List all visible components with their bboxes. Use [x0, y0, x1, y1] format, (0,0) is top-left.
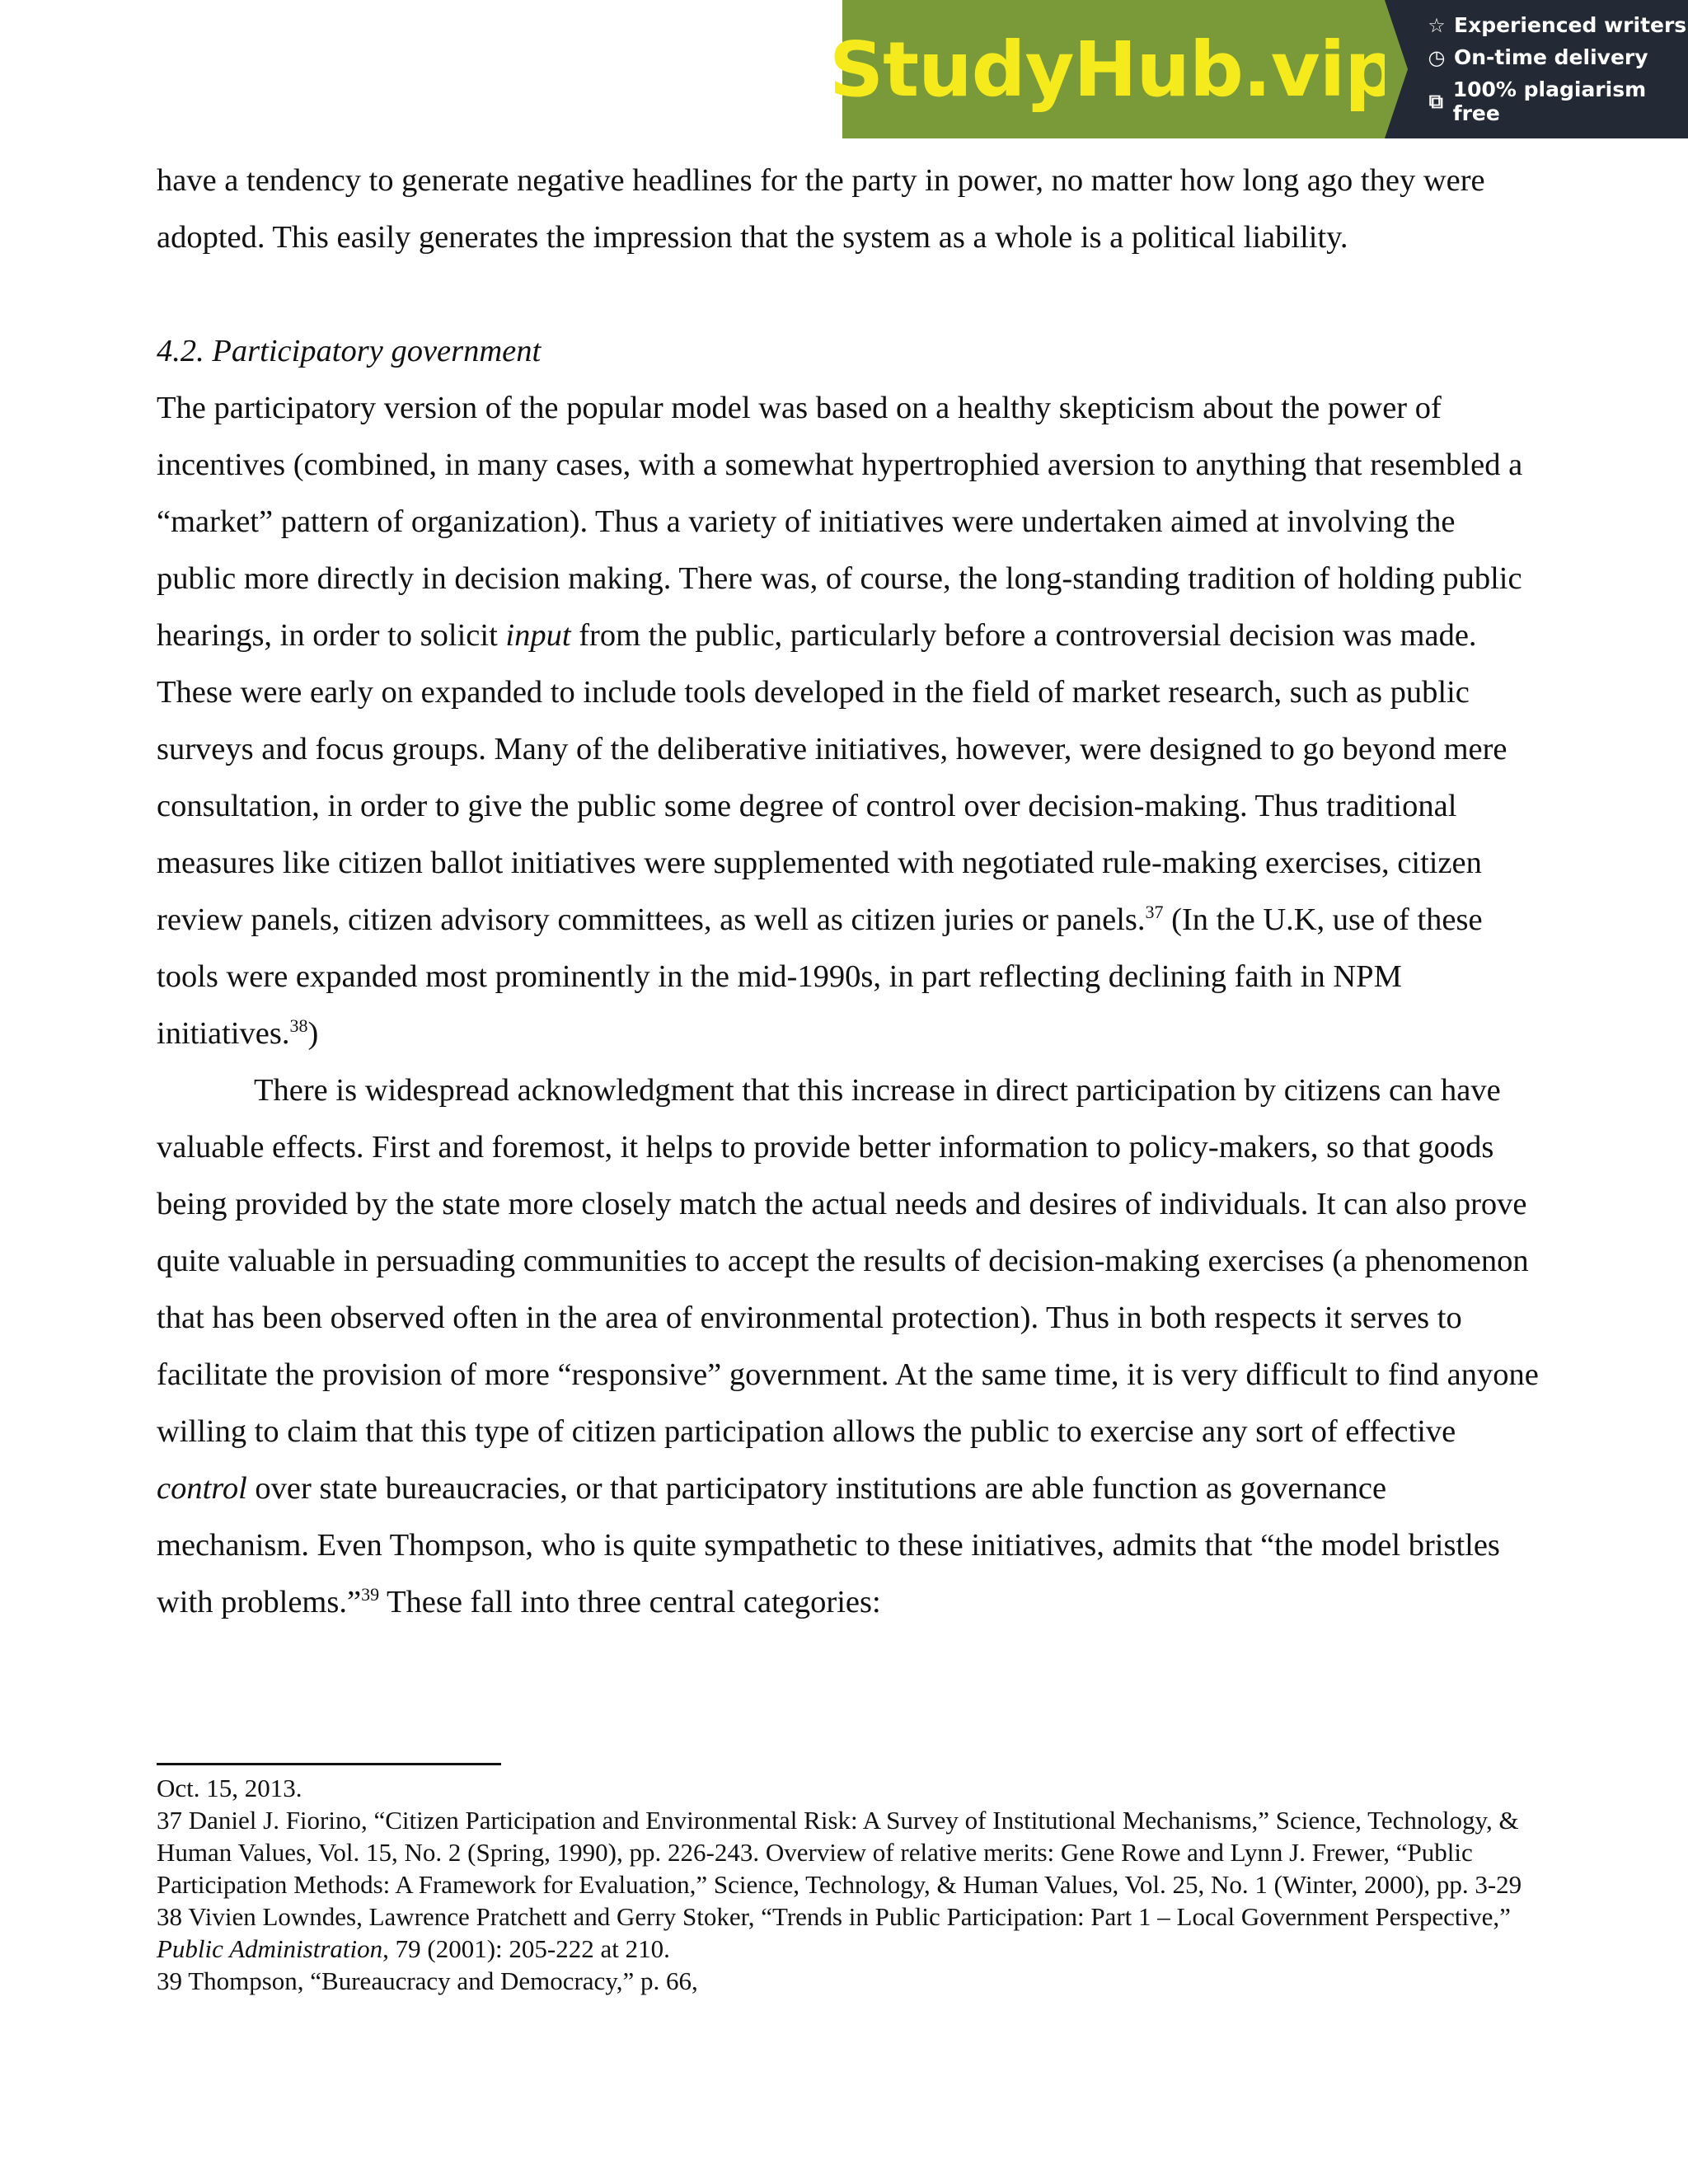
- feature-label: On-time delivery: [1454, 45, 1648, 69]
- text-run: These fall into three central categories:: [379, 1585, 881, 1619]
- banner-features: [1385, 0, 1688, 138]
- feature-on-time-delivery: [1426, 45, 1688, 69]
- studyhub-logo[interactable]: [828, 0, 1399, 138]
- feature-label: 100% plagiarism free: [1452, 77, 1647, 125]
- clock-icon: ◷: [1428, 45, 1446, 69]
- emphasis-control: control: [157, 1471, 247, 1506]
- star-outline-icon: ☆: [1428, 13, 1446, 37]
- footnote-38: [157, 1900, 1541, 1965]
- footnote-ref-37[interactable]: 37: [1145, 902, 1164, 923]
- feature-plagiarism-free: [1426, 77, 1688, 125]
- footnotes: [157, 1772, 1541, 1997]
- text-run: ): [307, 1016, 319, 1051]
- emphasis-input: input: [505, 618, 571, 653]
- paragraph-acknowledgment: [157, 1062, 1541, 1631]
- section-heading: 4.2. Participatory government: [157, 334, 542, 368]
- text-run: , 79 (2001): 205-222 at 210.: [382, 1934, 670, 1963]
- footnote-continuation: Oct. 15, 2013.: [157, 1774, 302, 1802]
- text-run: There is widespread acknowledgment that this increase in direct participation by citizens can have valuable effects. First and foremost, it helps to provide better information to policy-makers, so that goods being provided by the state more closely match the actual needs and desires of individuals. It can also prove quite valuable in persuading communities to accept the results of decision-making exercises (a phenomenon that has been observed often in the area of environmental protection). Thus in both respects it serves to facilitate the provision of more “responsive” government. At the same time, it is very difficult to find anyone willing to claim that this type of citizen participation allows the public to exercise any sort of effective: [157, 1073, 1539, 1449]
- logo-text: StudyHub.vip: [828, 25, 1399, 114]
- text-run: 38 Vivien Lowndes, Lawrence Pratchett and Gerry Stoker, “Trends in Public Participation: Part 1 – Local Government Perspective,”: [157, 1902, 1511, 1931]
- footnote-ref-39[interactable]: 39: [361, 1584, 380, 1605]
- text-run: from the public, particularly before a controversial decision was made. These were early on expanded to include tools developed in the field of market research, such as public surveys and focus groups. Many of the deliberative initiatives, however, were designed to go beyond mere consultation, in order to give the public some degree of control over decision-making. Thus traditional measures like citizen ballot initiatives were supplemented with negotiated rule-making exercises, citizen review panels, citizen advisory committees, as well as citizen juries or panels.: [157, 618, 1507, 937]
- footnote-ref-38[interactable]: 38: [289, 1015, 308, 1037]
- text-run: (In the U.K, use of these tools were expanded most prominently in the mid-1990s, in part reflecting declining faith in NPM initiatives.: [157, 902, 1483, 1051]
- journal-title: Public Administration: [157, 1934, 383, 1963]
- text-run: over state bureaucracies, or that participatory institutions are able function as governance mechanism. Even Thompson, who is quite sympathetic to these initiatives, admits that “the model bristles with problems.”: [157, 1471, 1500, 1619]
- paragraph-continuation: have a tendency to generate negative headlines for the party in power, no matter how long ago they were adopted. This easily generates the impression that the system as a whole is a political liability.: [157, 163, 1485, 255]
- feature-experienced-writers: [1426, 13, 1688, 37]
- paragraph-participatory: [157, 380, 1541, 1062]
- footnote-divider: [157, 1763, 501, 1765]
- footnote-39: 39 Thompson, “Bureaucracy and Democracy,” p. 66,: [157, 1966, 698, 1995]
- text-run: The participatory version of the popular model was based on a healthy skepticism about the power of incentives (combined, in many cases, with a somewhat hypertrophied aversion to anything that resembled a “market” pattern of organization). Thus a variety of initiatives were undertaken aimed at involving the public more directly in decision making. There was, of course, the long-standing tradition of holding public hearings, in order to solicit: [157, 391, 1523, 653]
- ad-banner[interactable]: [828, 0, 1688, 138]
- footnote-37: 37 Daniel J. Fiorino, “Citizen Participation and Environmental Risk: A Survey of Institutional Mechanisms,” Science, Technology, & Human Values, Vol. 15, No. 2 (Spring, 1990), pp. 226-243. Overview of relative merits: Gene Rowe and Lynn J. Frewer, “Public Participation Methods: A Framework for Evaluation,” Science, Technology, & Human Values, Vol. 25, No. 1 (Winter, 2000), pp. 3-29: [157, 1806, 1522, 1899]
- feature-label: Experienced writers: [1454, 13, 1687, 37]
- copy-icon: ⧉: [1428, 90, 1443, 113]
- document-body: [157, 152, 1541, 1631]
